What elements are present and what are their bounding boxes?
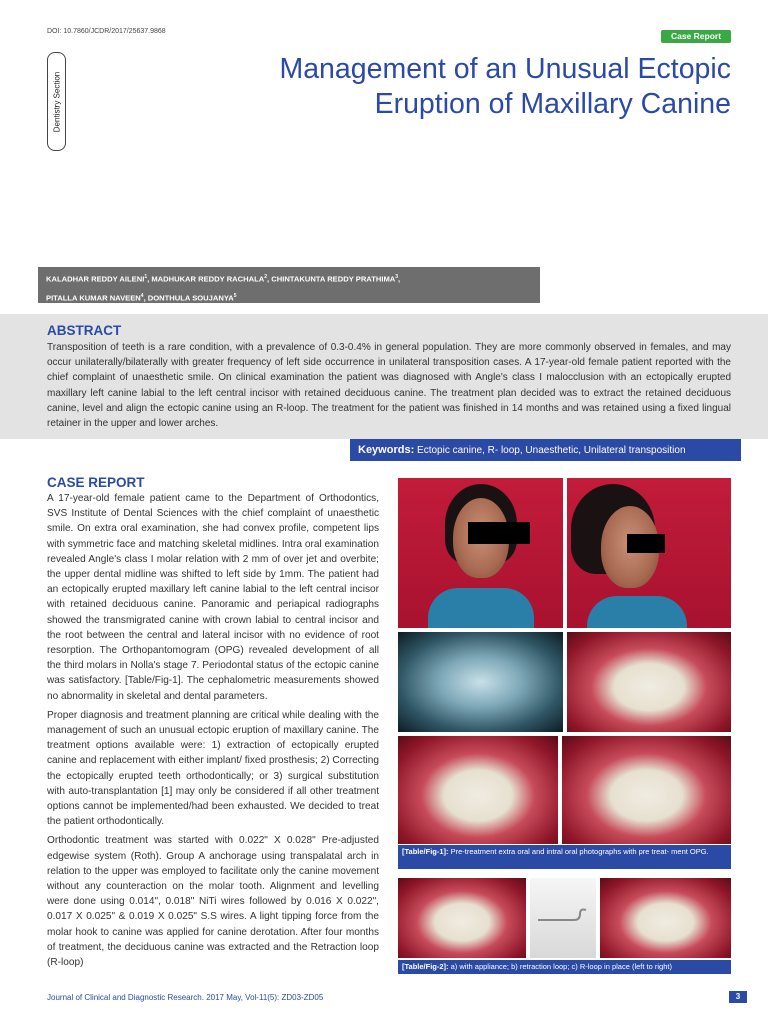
- author-2-sup: 2: [264, 274, 268, 280]
- section-tab: [47, 52, 66, 151]
- authors-bar: [38, 267, 540, 303]
- author-5: , DONTHULA SOUJANYA: [143, 293, 234, 303]
- shirt-shape: [587, 596, 687, 628]
- figure-2-caption: [398, 960, 731, 974]
- abstract-heading: ABSTRACT: [47, 323, 122, 338]
- author-4: PITALLA KUMAR NAVEEN: [46, 293, 141, 303]
- authors-line-1: [46, 269, 540, 288]
- wire-loop-icon: [530, 878, 596, 958]
- author-4-sup: 4: [140, 292, 144, 299]
- section-label: Dentistry Section: [52, 71, 61, 132]
- author-3-sup: 3: [395, 274, 399, 280]
- article-title: [171, 52, 731, 122]
- case-report-body: [47, 491, 379, 970]
- keywords-text: Ectopic canine, R- loop, Unaesthetic, Unilateral transposition: [417, 445, 686, 456]
- journal-footer: Journal of Clinical and Diagnostic Research. 2017 May, Vol-11(5): ZD03-ZD05: [47, 993, 324, 1002]
- retraction-loop-photo: [530, 878, 596, 958]
- figure-2-text: a) with appliance; b) retraction loop; c) R-loop in place (left to right): [450, 962, 672, 971]
- eye-mask: [468, 522, 530, 544]
- keywords-bar: [350, 439, 741, 461]
- profile-face-photo: [567, 478, 731, 628]
- r-loop-in-place-photo: [600, 878, 731, 958]
- case-report-heading: CASE REPORT: [47, 475, 145, 490]
- author-1: KALADHAR REDDY AILENI: [46, 274, 145, 284]
- figure-2-label: [Table/Fig-2]:: [402, 962, 449, 971]
- paragraph-1: A 17-year-old female patient came to the Department of Orthodontics, SVS Institute of Dental Sciences with the chief complaint of unaesthetic smile. On extra oral examination, she had convex profile, competent lips with symmetric face and matching skeletal midlines. Intra oral examination revealed Angle's class I molar relation with 2 mm of over jet and overbite; the upper dental midline was shifted to left side by 1mm. The patient had an ectopically erupted maxillary left canine labial to the left central incisor with retained deciduous canine. Panoramic and periapical radiographs showed the transmigrated canine with crown labial to central incisor and the root between the central and lateral incisor with no evidence of root resorption. The Orthopantomogram (OPG) revealed development of all the third molars in Nolla's stage 7. Periodontal status of the ectopic canine was satisfactory. [Table/Fig-1]. The cephalometric measurements showed no abnormality in skeletal and dental parameters.: [47, 493, 379, 702]
- author-3-comma: ,: [398, 274, 401, 284]
- appliance-photo: [398, 878, 526, 958]
- shirt-shape: [428, 588, 534, 628]
- frontal-face-photo: [398, 478, 563, 628]
- keywords-label: Keywords:: [358, 444, 415, 456]
- paragraph-2: Proper diagnosis and treatment planning are critical while dealing with the management of such an unusual ectopic eruption of maxillary canine. The treatment options available were: 1) extraction of ectopically erupted canine and replacement with either implant/ fixed prosthesis; 2) Correcting the ectopically erupted teeth orthodontically; or 3) surgical substitution with auto-transplantation [1] may only be considered if all other treatment options cannot be implemented/had been exhausted. We decided to treat the patient orthodontically.: [47, 709, 379, 828]
- author-3: , CHINTAKUNTA REDDY PRATHIMA: [267, 274, 396, 284]
- intraoral-photo-1: [567, 632, 731, 732]
- case-report-badge: Case Report: [661, 30, 731, 43]
- doi-text: DOI: 10.7860/JCDR/2017/25637.9868: [47, 28, 166, 35]
- opg-xray-photo: [398, 632, 563, 732]
- eye-mask: [627, 534, 665, 553]
- figure-1-text: Pre-treatment extra oral and intral oral photographs with pre treat- ment OPG.: [450, 847, 709, 856]
- author-2: , MADHUKAR REDDY RACHALA: [147, 274, 265, 284]
- page-number: 3: [729, 991, 747, 1003]
- intraoral-photo-2: [398, 736, 558, 844]
- intraoral-photo-3: [562, 736, 731, 844]
- title-line-1: Management of an Unusual Ectopic: [279, 53, 731, 85]
- title-line-2: Eruption of Maxillary Canine: [374, 88, 731, 120]
- paragraph-3: Orthodontic treatment was started with 0.022" X 0.028" Pre-adjusted edgewise system (Roth). Group A anchorage using transpalatal arch in relation to the upper was employed to facilitate only the canine movement without any counteraction on the molar tooth. Alignment and levelling were done using 0.014", 0.018" NiTi wires followed by 0.016 X 0.022", 0.017 X 0.025" & 0.019 X 0.025" S.S wires. A light tipping force from the molar hook to canine was applied for canine derotation. After four months of treatment, the deciduous canine was extracted and the Retraction loop (R-loop): [47, 835, 379, 969]
- figure-1-label: [Table/Fig-1]:: [402, 847, 449, 856]
- abstract-text: Transposition of teeth is a rare condition, with a prevalence of 0.3-0.4% in general population. They are more commonly observed in females, and may occur unilaterally/bilaterally with greater frequency of left side occurrence in unilateral transposition cases. A 17-year-old female patient reported with the chief complaint of unaesthetic smile. On clinical examination the patient was diagnosed with Angle's class I malocclusion with an ectopically erupted maxillary left canine labial to the left central incisor with retained deciduous canine. The treatment plan decided was to extract the retained deciduous canine, level and align the ectopic canine using an R-loop. The treatment for the patient was finished in 14 months and was retained using a fixed lingual retainer in the upper and lower arches.: [47, 342, 731, 430]
- figure-1-caption: [398, 845, 731, 869]
- authors-line-2: [46, 288, 540, 307]
- author-5-sup: 5: [233, 292, 237, 299]
- author-1-sup: 1: [144, 274, 148, 280]
